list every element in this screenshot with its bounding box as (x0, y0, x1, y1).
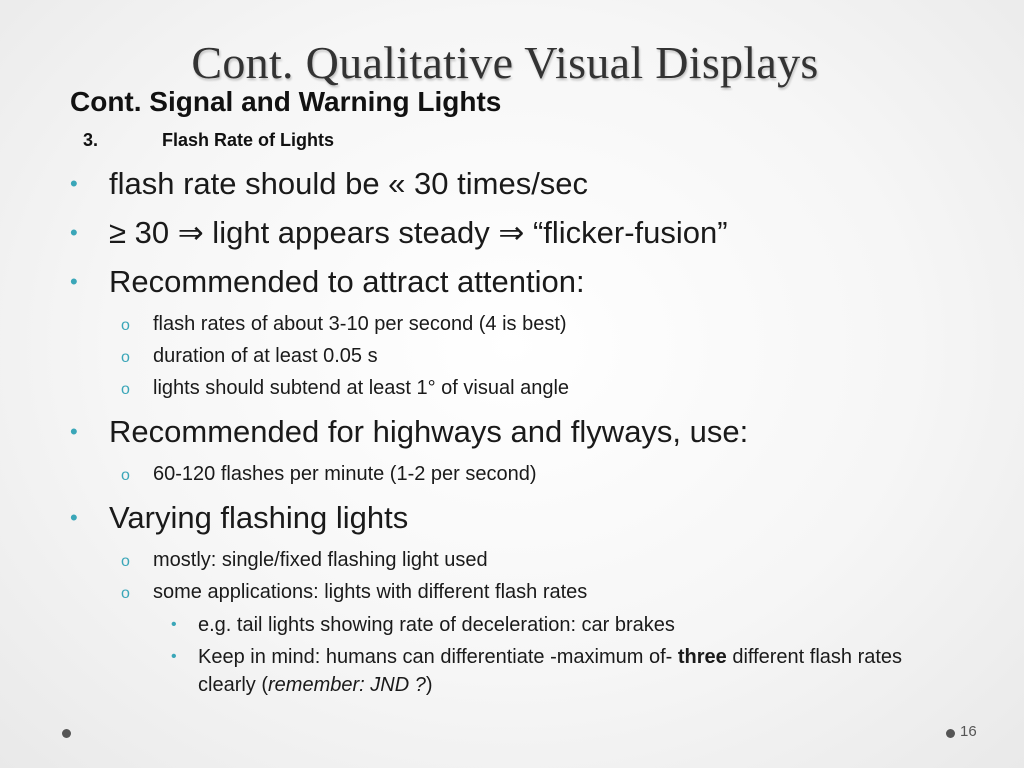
bullet-text: ≥ 30 ⇒ light appears steady ⇒ “flicker-fusion” (109, 215, 728, 250)
circle-marker: o (121, 349, 130, 366)
bullet-marker: • (70, 220, 78, 245)
circle-marker: o (121, 585, 130, 602)
sub-bullet-text: lights should subtend at least 1° of visual angle (153, 377, 570, 399)
bullet-text: flash rate should be « 30 times/sec (109, 166, 589, 201)
bullet-marker: • (70, 419, 78, 444)
sub-bullet (0, 375, 1000, 401)
sub-bullet (0, 547, 1000, 573)
sub-bullet (0, 579, 1000, 605)
sub-bullet (0, 343, 1000, 369)
section-heading: Cont. Signal and Warning Lights (70, 86, 502, 117)
emphasis-three: three (677, 646, 727, 668)
circle-marker: o (121, 553, 130, 570)
bullet-marker: • (70, 505, 78, 530)
sub-sub-bullet (0, 611, 1000, 639)
sub-sub-bullet-text: e.g. tail lights showing rate of deceleration: car brakes (198, 614, 675, 636)
bullet-flash-rate (0, 164, 1000, 204)
bullet-flicker-fusion (0, 213, 1000, 253)
bullet-marker: • (171, 616, 177, 633)
bullet-marker: • (70, 269, 78, 294)
bullet-text: Recommended for highways and flyways, use: (109, 414, 749, 449)
jnd-note-mid: different flash rates clearly ( (198, 646, 903, 696)
circle-marker: o (121, 381, 130, 398)
circle-marker: o (121, 317, 130, 334)
bullet-highways (0, 412, 1000, 452)
sub-bullet-text: some applications: lights with different flash rates (153, 581, 588, 603)
page-number: 16 (960, 723, 977, 740)
subsection-number: 3. (83, 130, 99, 150)
subsection-heading (83, 130, 334, 151)
sub-bullet-text: flash rates of about 3-10 per second (4 is best) (153, 313, 567, 335)
next-slide-dot[interactable] (946, 729, 955, 738)
jnd-reminder: remember: JND ? (268, 674, 426, 696)
bullet-varying-lights (0, 498, 1000, 538)
sub-bullet (0, 311, 1000, 337)
subsection-label: Flash Rate of Lights (162, 130, 335, 150)
slide-content (0, 164, 1000, 703)
sub-bullet-text: duration of at least 0.05 s (153, 345, 378, 367)
bullet-attract-attention (0, 262, 1000, 302)
previous-slide-dot[interactable] (62, 729, 71, 738)
jnd-note-pre: Keep in mind: humans can differentiate -maximum of- (198, 646, 678, 668)
slide-title: Cont. Qualitative Visual Displays (191, 37, 819, 88)
jnd-note-post: ) (425, 674, 433, 696)
bullet-text: Recommended to attract attention: (109, 264, 585, 299)
sub-bullet-text: 60-120 flashes per minute (1-2 per second) (153, 463, 537, 485)
sub-sub-bullet (0, 643, 1000, 699)
bullet-marker: • (70, 171, 78, 196)
sub-bullet (0, 461, 1000, 487)
bullet-marker: • (171, 648, 177, 665)
circle-marker: o (121, 467, 130, 484)
sub-bullet-text: mostly: single/fixed flashing light used (153, 549, 488, 571)
bullet-text: Varying flashing lights (109, 500, 409, 535)
